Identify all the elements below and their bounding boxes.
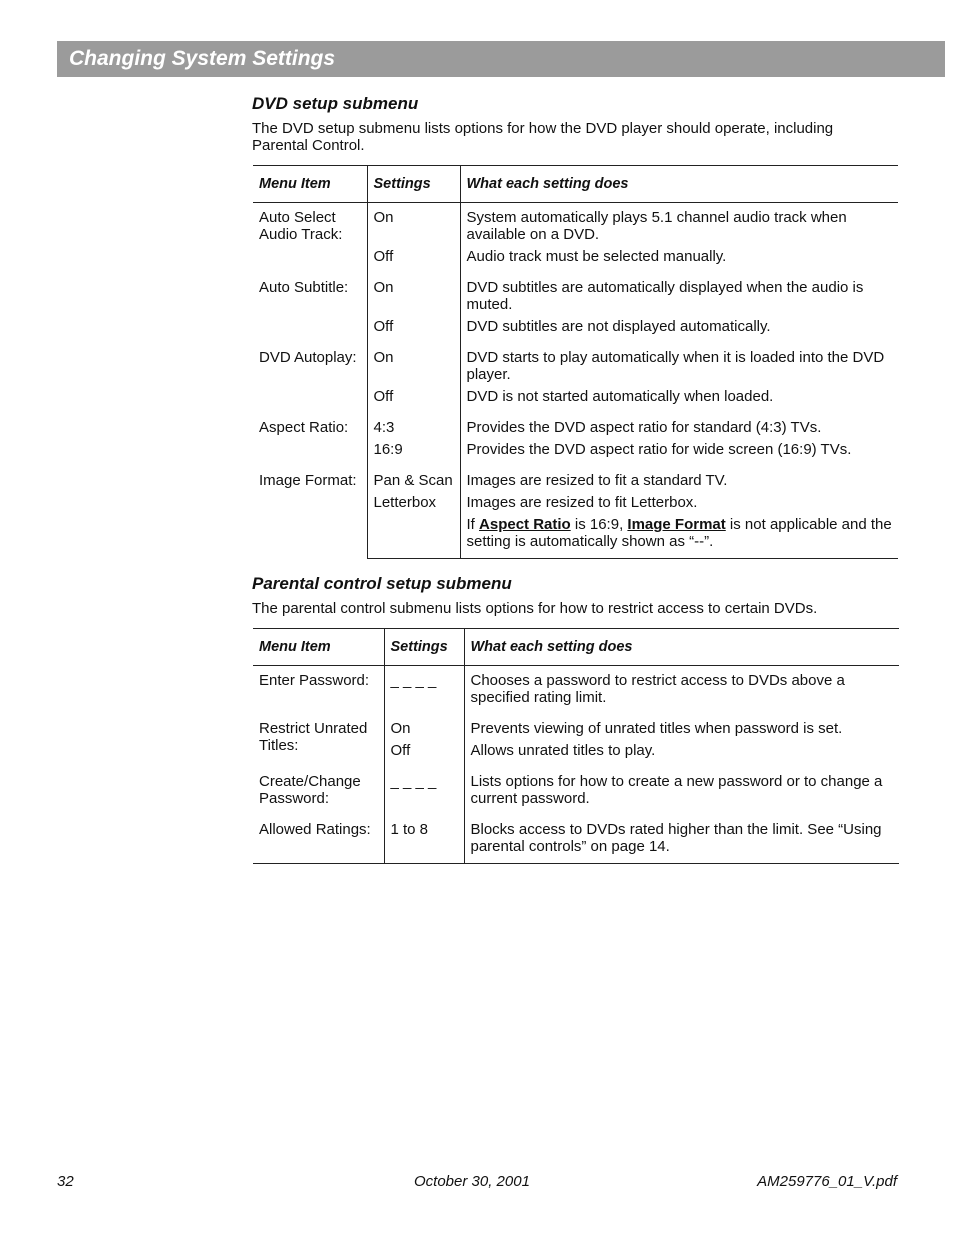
menu-item-cell: Aspect Ratio: [253,405,367,458]
setting-description: Chooses a password to restrict access to DVDs above a specified rating limit. [470,672,845,706]
menu-item-cell [253,759,384,807]
menu-item-cell: DVD Autoplay: [253,335,367,405]
setting-description: Provides the DVD aspect ratio for wide screen (16:9) TVs. [466,441,852,458]
table-header-row [253,166,898,203]
menu-item-cell [253,706,384,759]
menu-item-cell: Auto Subtitle: [253,265,367,335]
column-header-menu-item: Menu Item [253,166,367,203]
setting-value: Off [384,737,464,759]
footer-filename: AM259776_01_V.pdf [757,1173,897,1190]
setting-value: _ _ _ _ [384,666,464,707]
setting-note [460,511,898,559]
menu-item-label: Titles: [259,737,299,754]
setting-value: On [384,706,464,737]
table-row [253,807,899,864]
setting-description: Allows unrated titles to play. [470,742,656,759]
table-row [253,405,898,436]
menu-item-label: Audio Track: [259,226,343,243]
menu-item-cell: Allowed Ratings: [253,807,384,864]
menu-item-label: Restrict Unrated [259,720,368,737]
setting-description: Audio track must be selected manually. [466,248,727,265]
menu-item-label: Password: [259,790,330,807]
table-row [253,203,898,244]
column-header-settings: Settings [367,166,460,203]
image-format-link[interactable]: Image Format [627,516,726,533]
footer-date: October 30, 2001 [414,1173,530,1190]
table-row [253,706,899,737]
setting-description: Provides the DVD aspect ratio for standard (4:3) TVs. [466,419,822,436]
setting-value: 16:9 [367,436,460,458]
setting-description: Images are resized to fit Letterbox. [466,494,698,511]
setting-description: DVD is not started automatically when loaded. [466,388,774,405]
page-title: Changing System Settings [69,47,336,70]
dvd-setup-table [253,165,898,559]
setting-description: DVD subtitles are not displayed automatically. [466,318,771,335]
table-row [253,759,899,807]
dvd-setup-heading: DVD setup submenu [252,94,419,113]
setting-description: System automatically plays 5.1 channel audio track when available on a DVD. [466,209,847,243]
column-header-menu-item: Menu Item [253,629,384,666]
setting-value: 1 to 8 [384,807,464,864]
setting-description: DVD starts to play automatically when it is loaded into the DVD player. [466,349,885,383]
menu-item-cell [253,203,367,266]
table-row [253,666,899,707]
setting-value: On [367,335,460,383]
table-header-row [253,629,899,666]
setting-description: Prevents viewing of unrated titles when password is set. [470,720,843,737]
note-text: is 16:9, [570,516,628,533]
setting-value: On [367,203,460,244]
column-header-description: What each setting does [464,629,899,666]
page-number: 32 [57,1173,74,1190]
setting-value: Pan & Scan [367,458,460,489]
table-row [253,335,898,383]
empty-setting-cell [367,511,460,559]
setting-description: Images are resized to fit a standard TV. [466,472,728,489]
parental-setup-heading: Parental control setup submenu [252,574,512,593]
aspect-ratio-link[interactable]: Aspect Ratio [479,516,571,533]
note-text: is not applicable and the setting is automatically shown as “--”. [466,516,892,550]
setting-value: Off [367,383,460,405]
section-header-bar [57,41,945,77]
setting-description: DVD subtitles are automatically displayed when the audio is muted. [466,279,864,313]
menu-item-cell: Image Format: [253,458,367,559]
dvd-setup-intro: The DVD setup submenu lists options for how the DVD player should operate, including Parental Control. [252,120,834,154]
table-row [253,265,898,313]
setting-value: On [367,265,460,313]
column-header-description: What each setting does [460,166,898,203]
menu-item-label: Auto Select [259,209,336,226]
table-row [253,458,898,489]
parental-control-table [253,628,899,864]
setting-value: Off [367,243,460,265]
note-text: If [466,516,480,533]
setting-value: Letterbox [367,489,460,511]
setting-value: Off [367,313,460,335]
parental-setup-intro: The parental control submenu lists options for how to restrict access to certain DVDs. [252,600,818,617]
menu-item-cell: Enter Password: [253,666,384,707]
setting-description: Blocks access to DVDs rated higher than the limit. See “Using parental controls” on page 14. [464,807,899,864]
setting-description: Lists options for how to create a new password or to change a current password. [470,773,883,807]
column-header-settings: Settings [384,629,464,666]
setting-value: 4:3 [367,405,460,436]
menu-item-label: Create/Change [259,773,361,790]
setting-value: _ _ _ _ [384,759,464,807]
